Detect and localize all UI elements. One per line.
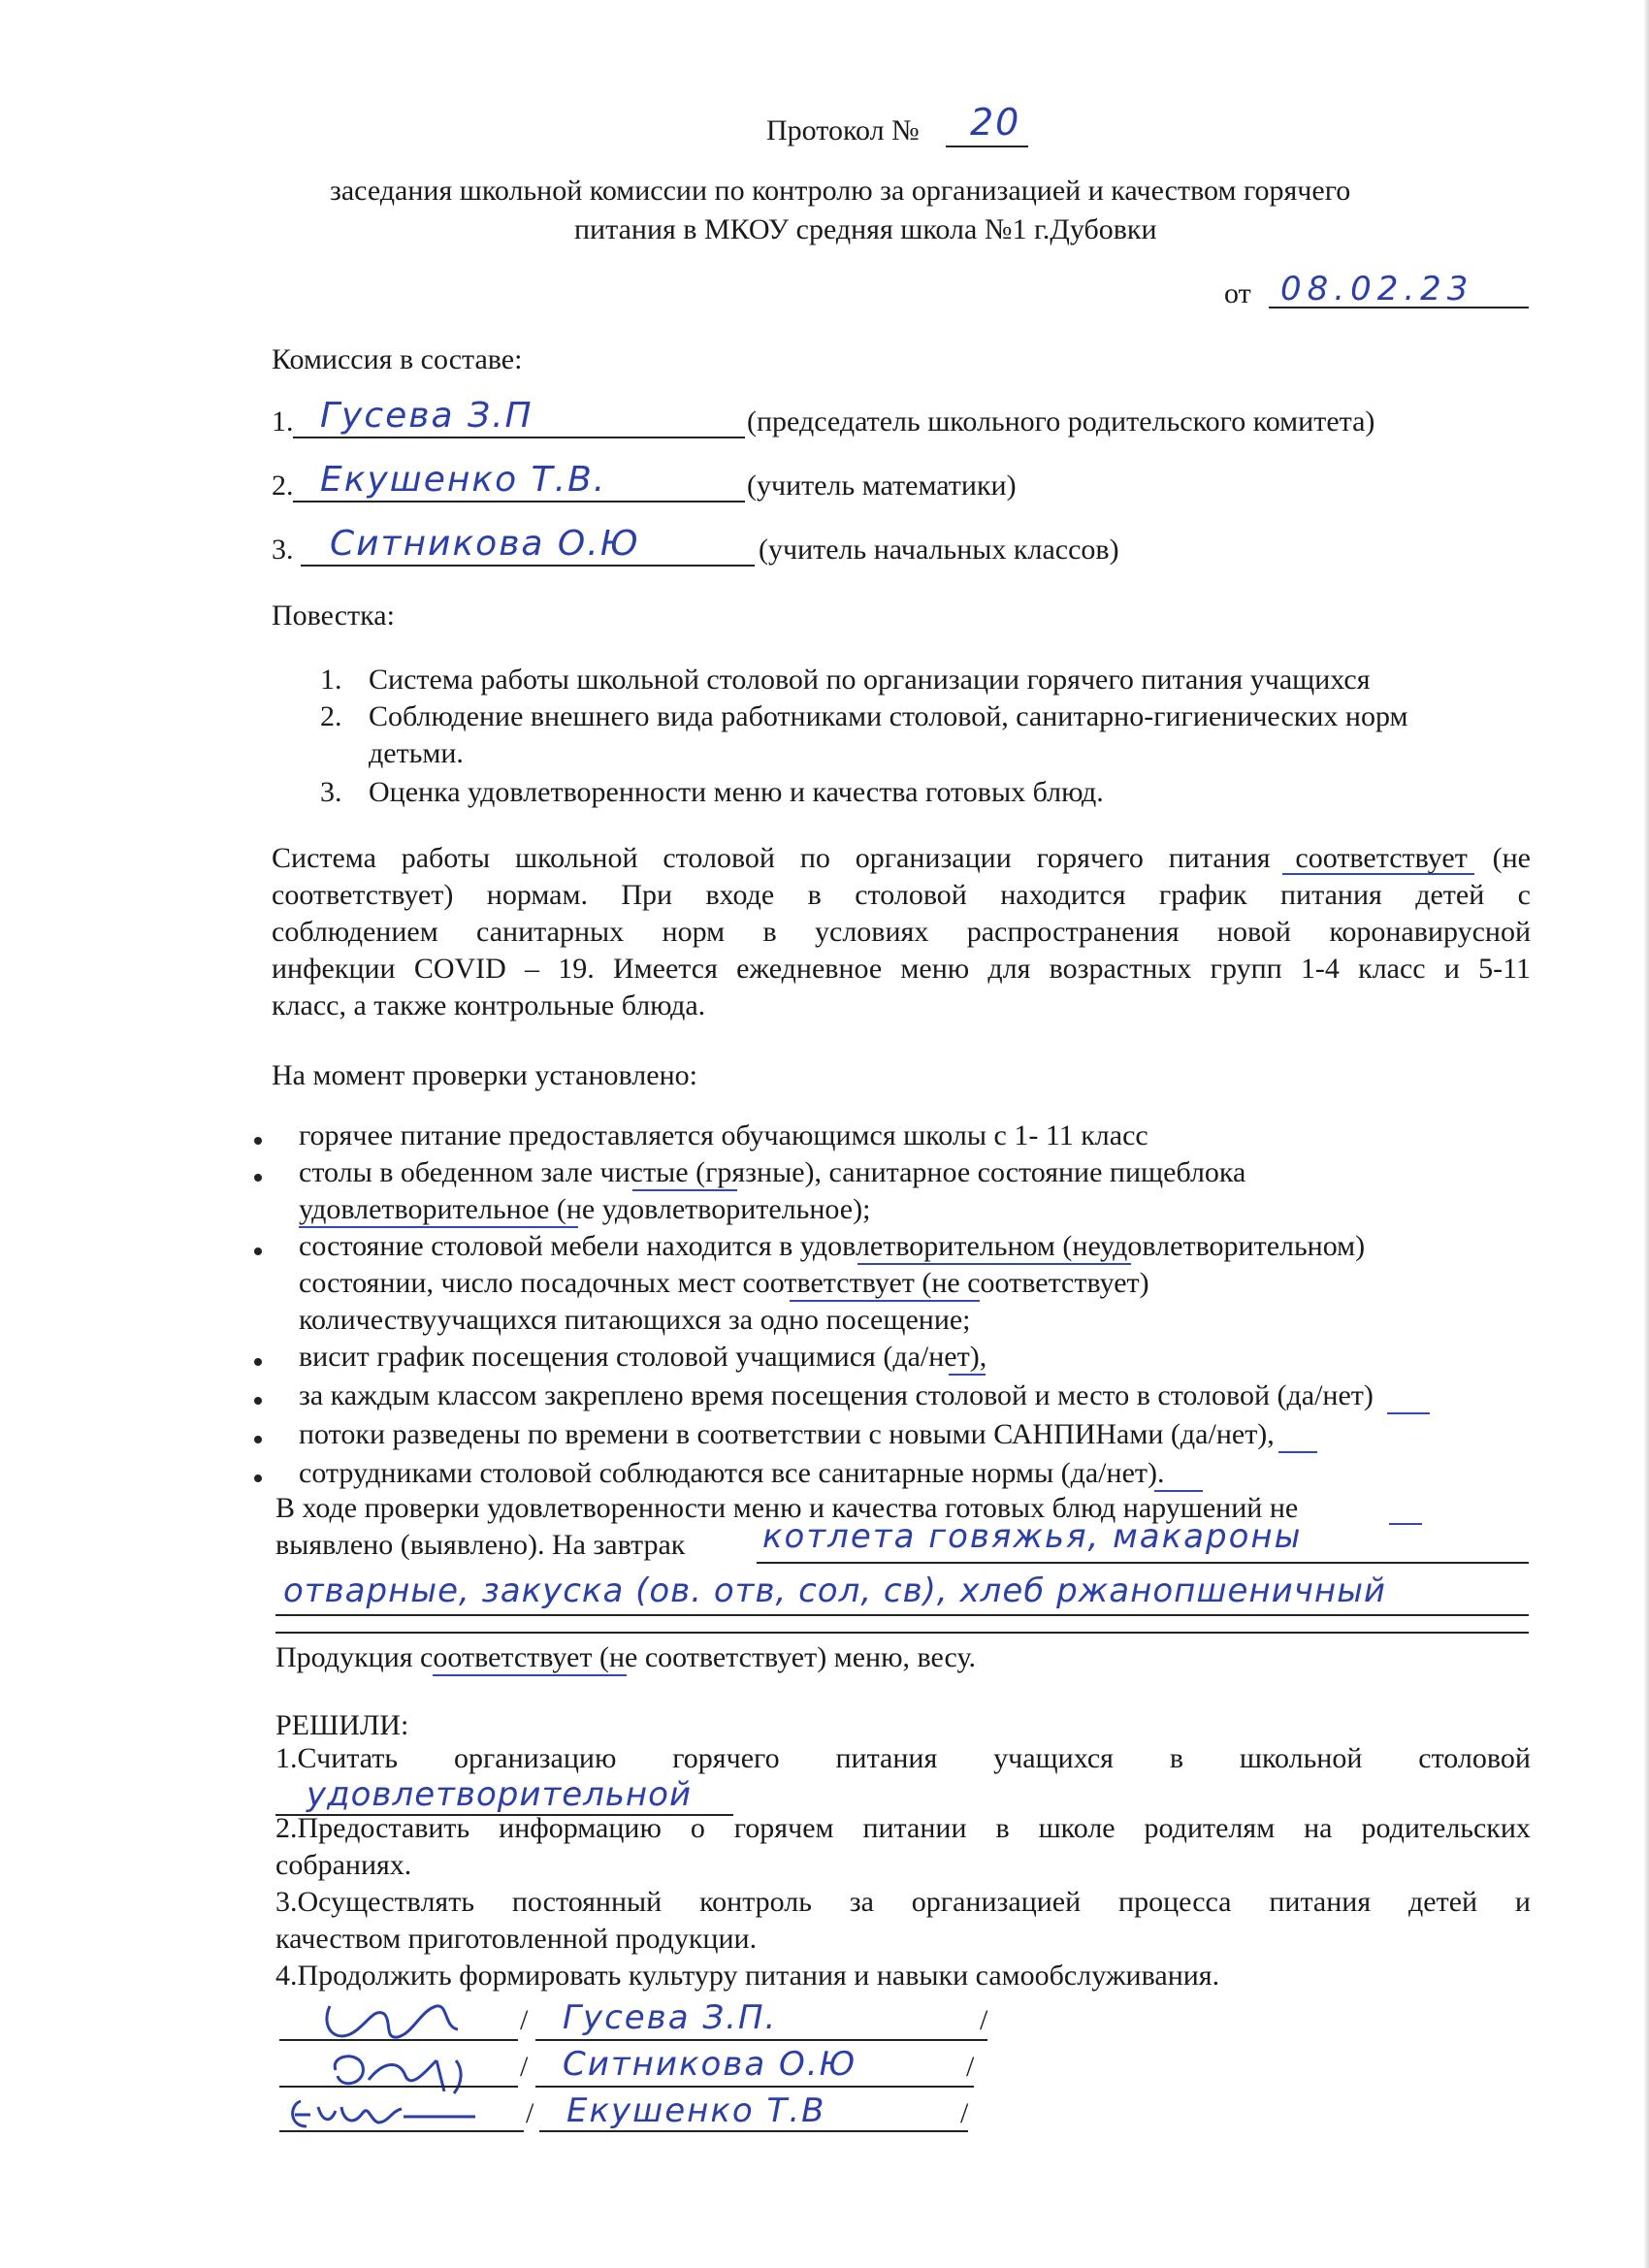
word: в — [1169, 1742, 1183, 1774]
signature-3-scribble — [281, 2088, 524, 2142]
word: информацию — [499, 1812, 662, 1844]
breakfast-underline-3 — [275, 1632, 1529, 1634]
breakfast-menu-hw2: отварные, закуска (ов. отв, сол, св), хлеб ржанопшеничный — [283, 1571, 1387, 1610]
choice-underline-flows — [1278, 1451, 1317, 1453]
word: питании — [862, 1812, 967, 1844]
word: на — [1304, 1812, 1333, 1844]
finding-line-8: за каждым классом закреплено время посещения столовой и место в столовой (да/нет) — [299, 1379, 1374, 1411]
subtitle-line2: питания в МКОУ средняя школа №1 г.Дубовки — [574, 213, 1157, 245]
choice-underline-time — [1387, 1412, 1430, 1414]
bullet-dot — [254, 1358, 262, 1366]
finding-line-6: количествуучащихся питающихся за одно посещение; — [299, 1304, 971, 1336]
member-1-name: Гусева З.П — [320, 396, 534, 436]
word: и — [1514, 1886, 1531, 1918]
member-3-name: Ситникова О.Ю — [330, 524, 640, 564]
word: 3.Осуществлять — [275, 1886, 475, 1918]
member-2-underline — [293, 501, 745, 502]
agenda-item-2-text-cont: детьми. — [369, 737, 464, 769]
finding-line-5: состоянии, число посадочных мест соответствует (не соответствует) — [299, 1267, 1149, 1299]
bullet-dot — [254, 1397, 262, 1405]
finding-line-1: горячее питание предоставляется обучающимся школы с 1- 11 класс — [299, 1119, 1148, 1151]
menu-check-line1: В ходе проверки удовлетворенности меню и качества готовых блюд нарушений не — [275, 1492, 1299, 1524]
word: учащихся — [993, 1742, 1114, 1774]
word: школьной — [1239, 1742, 1363, 1774]
agenda-item-3-num: 3. — [320, 776, 342, 808]
word: процесса — [1118, 1886, 1232, 1918]
finding-line-10: сотрудниками столовой соблюдаются все санитарные нормы (да/нет). — [299, 1457, 1165, 1489]
word: в — [995, 1812, 1010, 1844]
agenda-item-1-text: Система работы школьной столовой по организации горячего питания учащихся — [369, 664, 1371, 696]
bullet-dot — [254, 1436, 262, 1443]
word: питания — [835, 1742, 938, 1774]
member-2-num: 2. — [272, 470, 294, 502]
breakfast-underline-1 — [757, 1562, 1529, 1564]
word: постоянный — [511, 1886, 663, 1918]
member-1-underline — [293, 437, 745, 438]
bullet-dot — [254, 1474, 262, 1482]
date-underline — [1269, 307, 1529, 308]
member-1-role: (председатель школьного родительского комитета) — [747, 405, 1375, 437]
member-3-num: 3. — [272, 534, 294, 566]
word: столовой — [1418, 1742, 1531, 1774]
member-3-role: (учитель начальных классов) — [759, 534, 1119, 566]
decision-item-1-hw: удовлетворительной — [307, 1775, 693, 1814]
finding-line-2: столы в обеденном зале чистые (грязные), санитарное состояние пищеблока — [299, 1156, 1246, 1188]
word: горячем — [733, 1812, 834, 1844]
finding-line-9: потоки разведены по времени в соответствии с новыми САНПИНами (да/нет), — [299, 1418, 1275, 1450]
agenda-item-1-num: 1. — [320, 664, 342, 696]
word: 2.Предоставить — [275, 1812, 470, 1844]
protocol-label: Протокол № — [766, 114, 920, 146]
decision-item-1 — [275, 1740, 1531, 1777]
date-label: от — [1224, 277, 1251, 309]
member-1-num: 1. — [272, 405, 294, 437]
decision-item-2-cont: собраниях. — [275, 1849, 412, 1881]
signature-slash: / — [960, 2097, 969, 2129]
word: школе — [1038, 1812, 1116, 1844]
agenda-item-3-text: Оценка удовлетворенности меню и качества готовых блюд. — [369, 776, 1104, 808]
finding-line-3: удовлетворительное (не удовлетворительное); — [299, 1193, 871, 1225]
commission-title: Комиссия в составе: — [272, 343, 523, 375]
choice-underline-products — [433, 1674, 627, 1676]
signature-2-name-line — [535, 2086, 974, 2088]
word: контроль — [699, 1886, 812, 1918]
signature-3-name: Екушенко Т.В — [566, 2091, 826, 2130]
subtitle-line1: заседания школьной комиссии по контролю за организацией и качеством горячего — [330, 175, 1351, 207]
system-choice-underline — [1282, 873, 1474, 875]
word: питания — [1269, 1886, 1372, 1918]
member-3-underline — [301, 565, 755, 567]
breakfast-menu-hw1: котлета говяжья, макароны — [762, 1517, 1303, 1556]
word: за — [849, 1886, 874, 1918]
finding-line-7: висит график посещения столовой учащимися (да/нет), — [299, 1341, 987, 1373]
word: родителям — [1144, 1812, 1276, 1844]
signature-3-name-line — [539, 2130, 968, 2132]
products-line: Продукция соответствует (не соответствует) меню, весу. — [275, 1641, 976, 1673]
system-line-4: инфекции COVID – 19. Имеется ежедневное меню для возрастных групп 1-4 класс и 5-11 — [272, 953, 1531, 985]
decision-item-4: 4.Продолжить формировать культуру питания и навыки самообслуживания. — [275, 1960, 1220, 1992]
word: организацию — [453, 1742, 617, 1774]
system-line-2: соответствует) нормам. При входе в столовой находится график питания детей с — [272, 879, 1531, 911]
protocol-number: 20 — [970, 101, 1021, 144]
agenda-title: Повестка: — [272, 599, 395, 632]
menu-check-line2: выявлено (выявлено). На завтрак — [275, 1529, 686, 1561]
scan-edge-shadow — [1643, 0, 1649, 2268]
signature-slash: / — [520, 2004, 529, 2036]
choice-underline-violations — [1389, 1523, 1422, 1525]
word: организацией — [911, 1886, 1082, 1918]
signature-slash: / — [520, 2051, 529, 2083]
word: 1.Считать — [275, 1742, 399, 1774]
signature-1-name-line — [535, 2039, 987, 2041]
decision-item-2 — [275, 1810, 1531, 1847]
breakfast-underline-2 — [275, 1614, 1529, 1616]
findings-title: На момент проверки установлено: — [272, 1059, 697, 1091]
word: горячего — [672, 1742, 780, 1774]
member-2-role: (учитель математики) — [747, 470, 1017, 502]
bullet-dot — [254, 1174, 262, 1182]
agenda-item-2-num: 2. — [320, 700, 342, 732]
finding-line-4: состояние столовой мебели находится в удовлетворительном (неудовлетворительном) — [299, 1230, 1366, 1262]
system-line-5: класс, а также контрольные блюда. — [272, 989, 706, 1021]
signature-slash: / — [966, 2051, 975, 2083]
signature-slash: / — [980, 2004, 988, 2036]
agenda-item-2-text: Соблюдение внешнего вида работниками столовой, санитарно-гигиенических норм — [369, 700, 1408, 732]
signature-1-name: Гусева З.П. — [563, 1998, 778, 2037]
bullet-dot — [254, 1247, 262, 1255]
signature-2-name: Ситникова О.Ю — [563, 2045, 857, 2084]
protocol-number-underline — [946, 146, 1028, 147]
word: родительских — [1361, 1812, 1531, 1844]
choice-underline-schedule — [949, 1374, 986, 1376]
system-line-3: соблюдением санитарных норм в условиях распространения новой коронавирусной — [272, 916, 1531, 948]
signature-3-line — [279, 2130, 524, 2132]
decision-item-3 — [275, 1884, 1531, 1921]
decision-item-3-cont: качеством приготовленной продукции. — [275, 1923, 758, 1955]
member-2-name: Екушенко Т.В. — [320, 460, 607, 500]
system-line-1: Система работы школьной столовой по организации горячего питания соответствует (не — [272, 842, 1531, 874]
date-value: 08.02.23 — [1280, 270, 1474, 308]
word: детей — [1408, 1886, 1478, 1918]
decision-title: РЕШИЛИ: — [275, 1709, 409, 1741]
bullet-dot — [254, 1137, 262, 1145]
signature-slash: / — [526, 2097, 534, 2129]
word: о — [690, 1812, 705, 1844]
